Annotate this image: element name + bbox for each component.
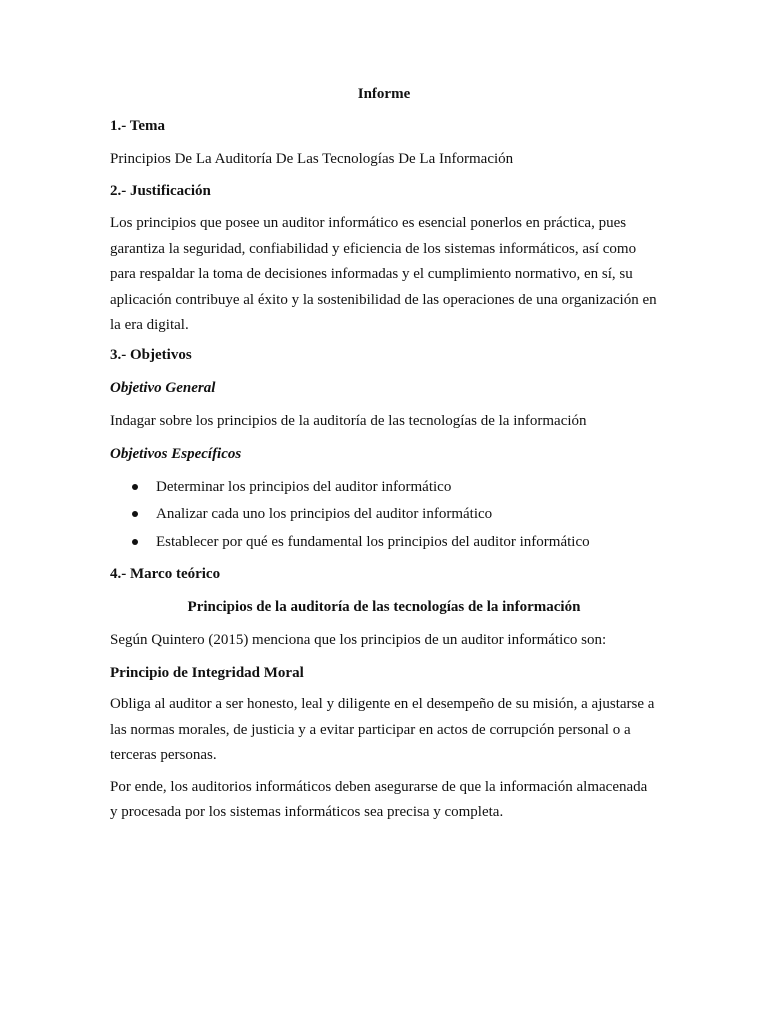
marco-intro: Según Quintero (2015) menciona que los principios de un auditor informático son: xyxy=(110,632,607,648)
list-item-text: Analizar cada uno los principios del auditor informático xyxy=(156,506,493,522)
document-page xyxy=(110,84,658,826)
marco-heading: 4.- Marco teórico xyxy=(110,566,221,582)
objetivos-especificos-heading: Objetivos Específicos xyxy=(110,445,242,462)
objetivo-general-text: Indagar sobre los principios de la auditoría de las tecnologías de la información xyxy=(110,412,587,429)
objetivos-especificos-list xyxy=(110,477,658,560)
tema-heading: 1.- Tema xyxy=(110,118,166,134)
bullet-icon xyxy=(132,511,138,517)
objetivos-heading: 3.- Objetivos xyxy=(110,346,192,363)
integridad-paragraph: Obliga al auditor a ser honesto, leal y diligente en el desempeño de su misión, a ajustarse a las normas morales, de justicia y a evitar participar en actos de corrupción personal o a terceras personas. xyxy=(110,696,655,763)
marco-subtitle: Principios de la auditoría de las tecnologías de la información xyxy=(187,599,581,615)
justificacion-heading: 2.- Justificación xyxy=(110,183,211,199)
list-item xyxy=(110,477,658,505)
bullet-icon xyxy=(132,539,138,545)
list-item xyxy=(110,532,658,560)
integridad-heading: Principio de Integridad Moral xyxy=(110,665,304,681)
list-item-text: Determinar los principios del auditor informático xyxy=(156,478,452,495)
document-title: Informe xyxy=(357,86,411,102)
list-item xyxy=(110,504,658,532)
bullet-icon xyxy=(132,484,138,490)
list-item-text: Establecer por qué es fundamental los principios del auditor informático xyxy=(156,533,590,550)
justificacion-paragraph: Los principios que posee un auditor informático es esencial ponerlos en práctica, pues garantiza la seguridad, confiabilidad y eficiencia de los sistemas informáticos, así como para respaldar la toma de decisiones informadas y el cumplimiento normativo, en sí, su aplicación contribuye al éxito y la sostenibilidad de las operaciones de una organización en la era digital. xyxy=(110,215,657,333)
tema-text: Principios De La Auditoría De Las Tecnologías De La Información xyxy=(110,151,514,167)
conclusion-paragraph: Por ende, los auditorios informáticos deben asegurarse de que la información almacenada y procesada por los sistemas informáticos sea precisa y completa. xyxy=(110,778,648,820)
objetivo-general-heading: Objetivo General xyxy=(110,379,216,396)
